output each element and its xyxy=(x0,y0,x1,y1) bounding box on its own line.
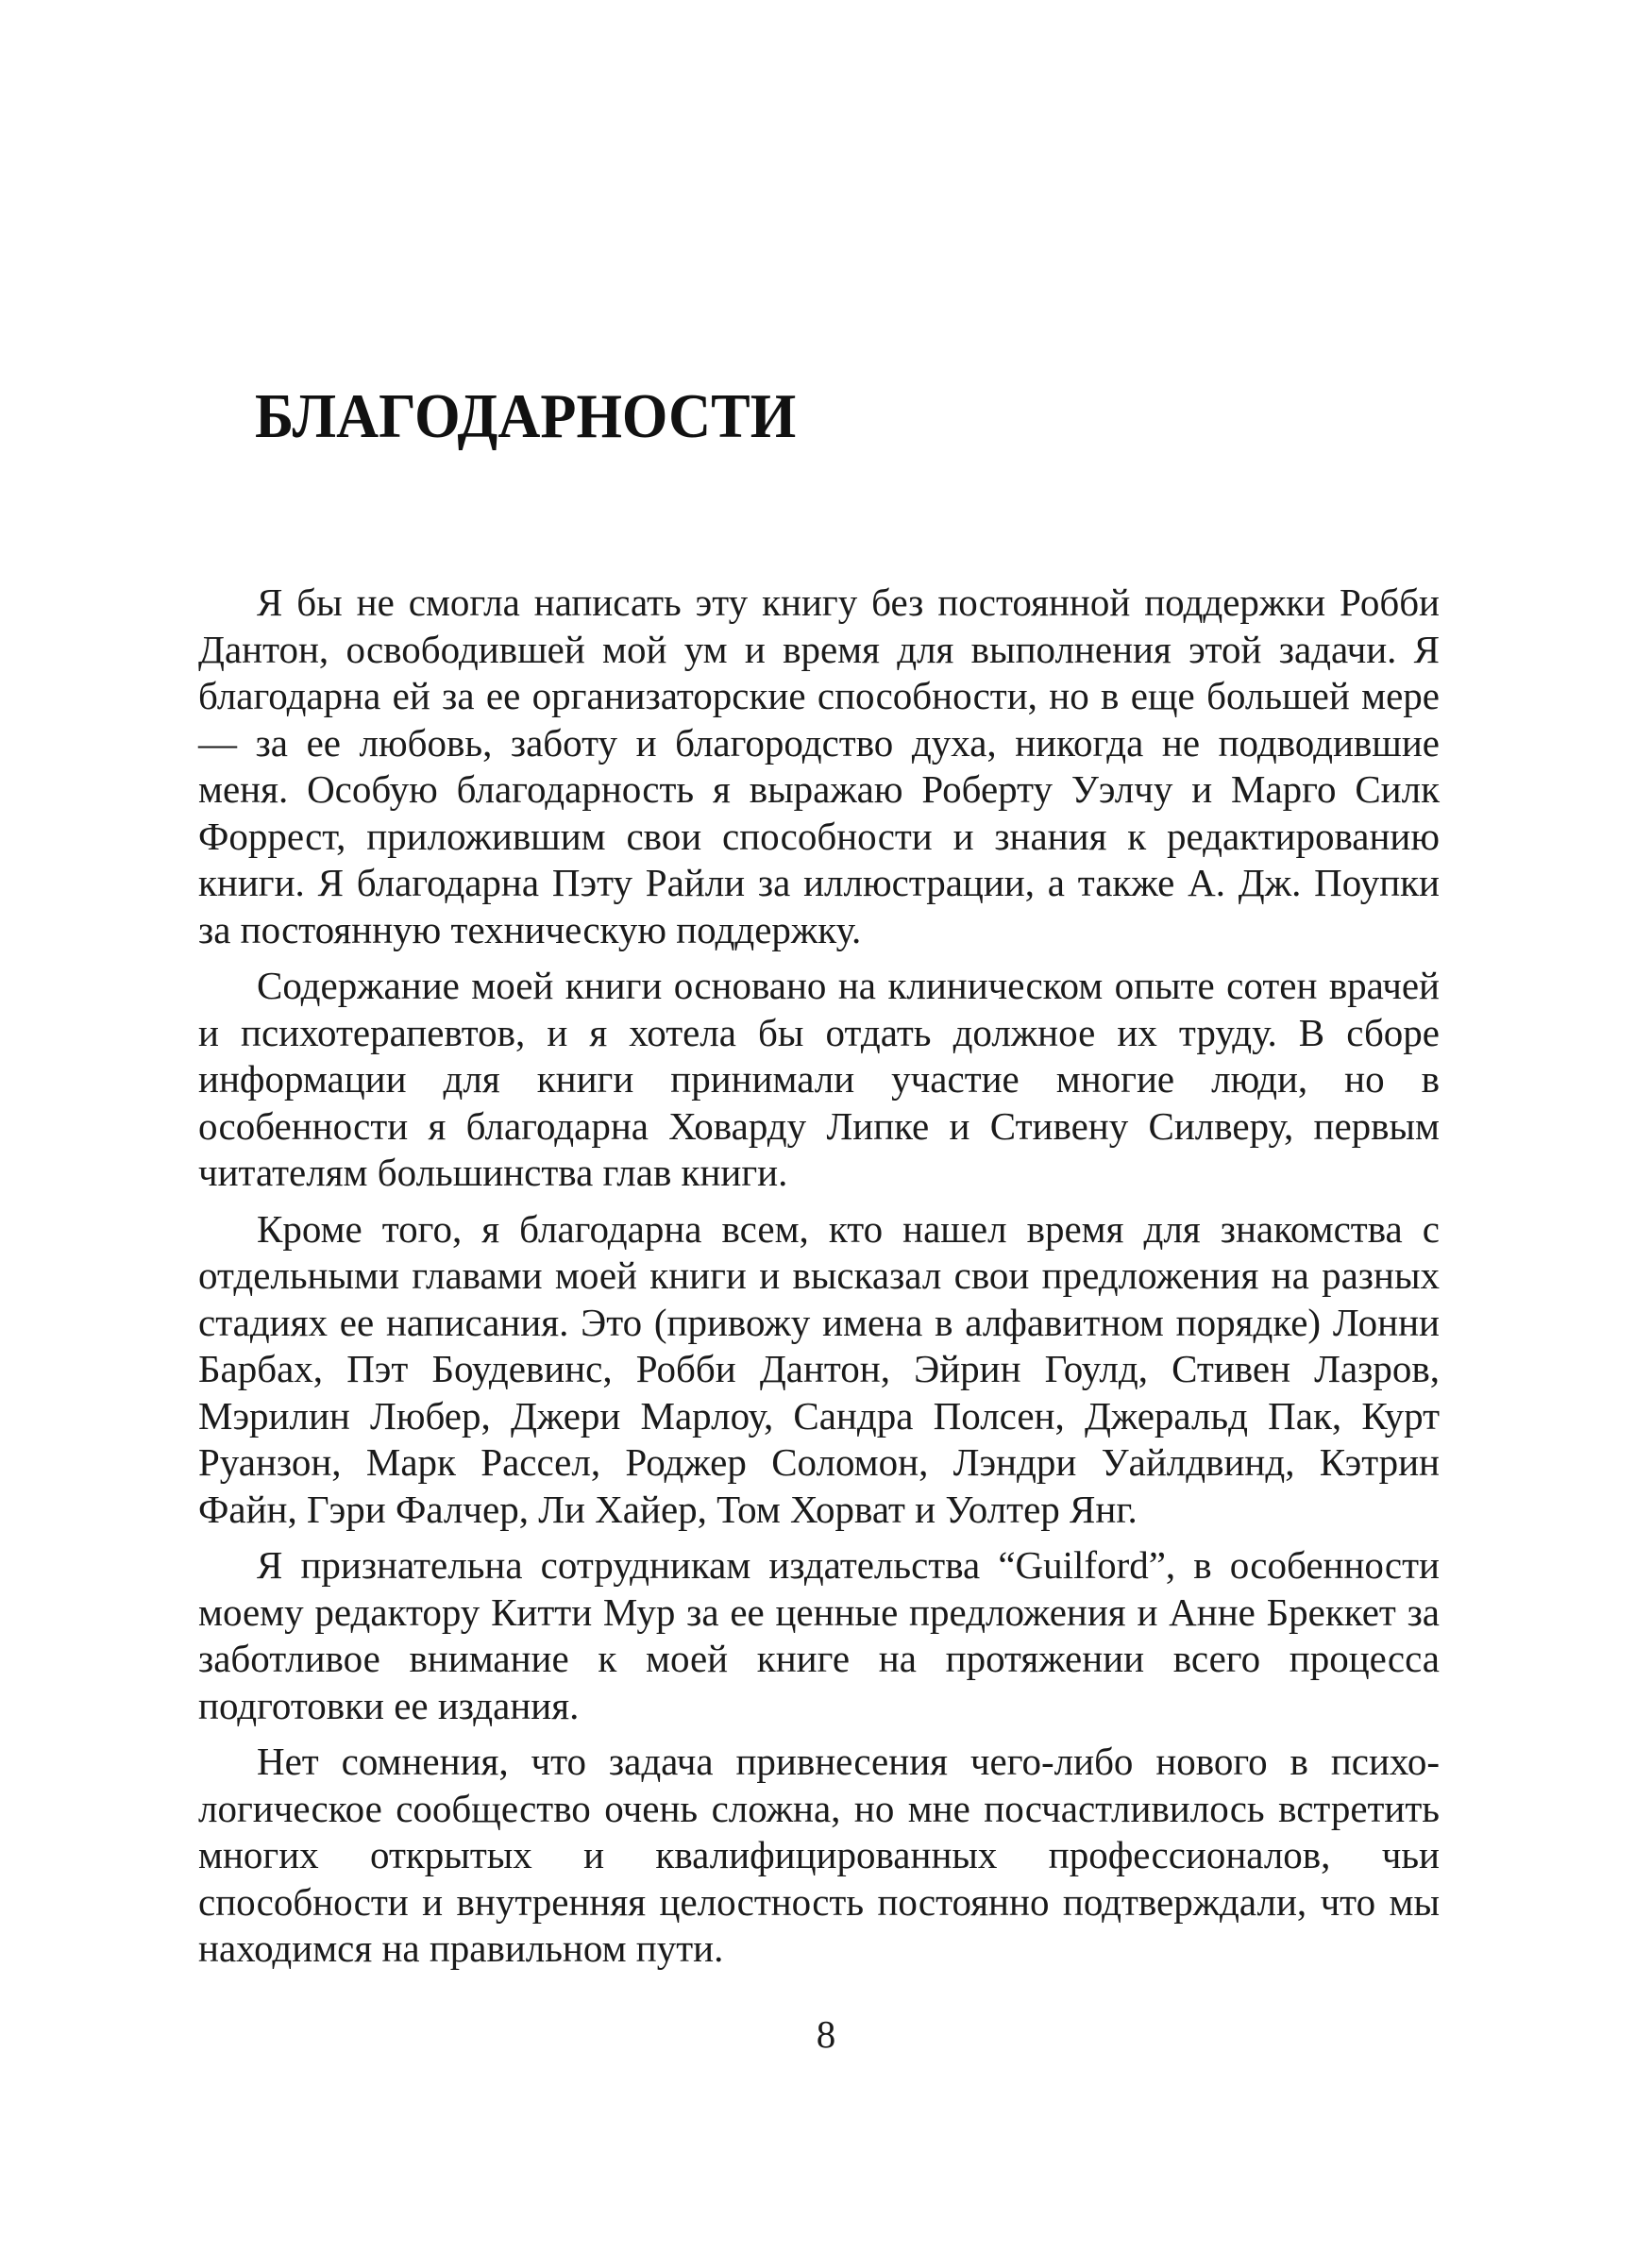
paragraph: Содержание моей книги основано на клиническом опыте сотен врачей и психотерапевтов, и я хотела бы отдать должное их труду. В сборе информации для книги принимали участие многие люди, но в особенности я благодарна Ховарду Липке и Стивену Силверу, первым читателям большинства глав книги. xyxy=(198,964,1440,1194)
page-title: БЛАГОДАРНОСТИ xyxy=(255,381,797,451)
paragraph: Кроме того, я благодарна всем, кто нашел время для знакомства с отдельными главами моей книги и высказал свои предложения на разных стадиях ее написания. Это (привожу имена в алфавитном порядке) Лонни Барбах, Пэт Боудевинс, Робби Дантон, Эйрин Гоулд, Стивен Лазров, Мэрилин Любер, Джери Марлоу, Сандра Полсен, Джеральд Пак, Курт Руанзон, Марк Рассел, Роджер Соломон, Лэндри Уайлдвинд, Кэтрин Файн, Гэри Фалчер, Ли Хайер, Том Хорват и Уолтер Янг. xyxy=(198,1206,1440,1531)
paragraph: Нет сомнения, что задача привнесения чего-либо нового в психологическое сообщество очень сложна, но мне посчастливилось встретить многих открытых и квалифицированных профессионалов, чьи способности и внутренняя целостность постоянно подтверждали, что мы находимся на правильном пути. xyxy=(198,1740,1440,1970)
paragraph: Я бы не смогла написать эту книгу без постоянной поддержки Робби Дантон, освободившей мой ум и время для выполнения этой задачи. Я благодарна ей за ее организаторские способности, но в еще большей мере — за ее любовь, заботу и благородство духа, никогда не подводившие меня. Особую благодарность я выражаю Роберту Уэлчу и Марго Силк Форрест, приложившим свои способности и знания к редактированию книги. Я благодарна Пэту Райли за иллюстрации, а также А. Дж. Поупки за постоянную техническую поддержку. xyxy=(198,580,1440,951)
page-number: 8 xyxy=(816,2012,836,2056)
acknowledgements-body xyxy=(198,580,1440,1982)
paragraph: Я признательна сотрудникам издательства “Guilford”, в особенности моему редактору Китти Мур за ее ценные предложения и Анне Бреккет за заботливое внимание к моей книге на протяжении всего процесса подготовки ее издания. xyxy=(198,1543,1440,1727)
